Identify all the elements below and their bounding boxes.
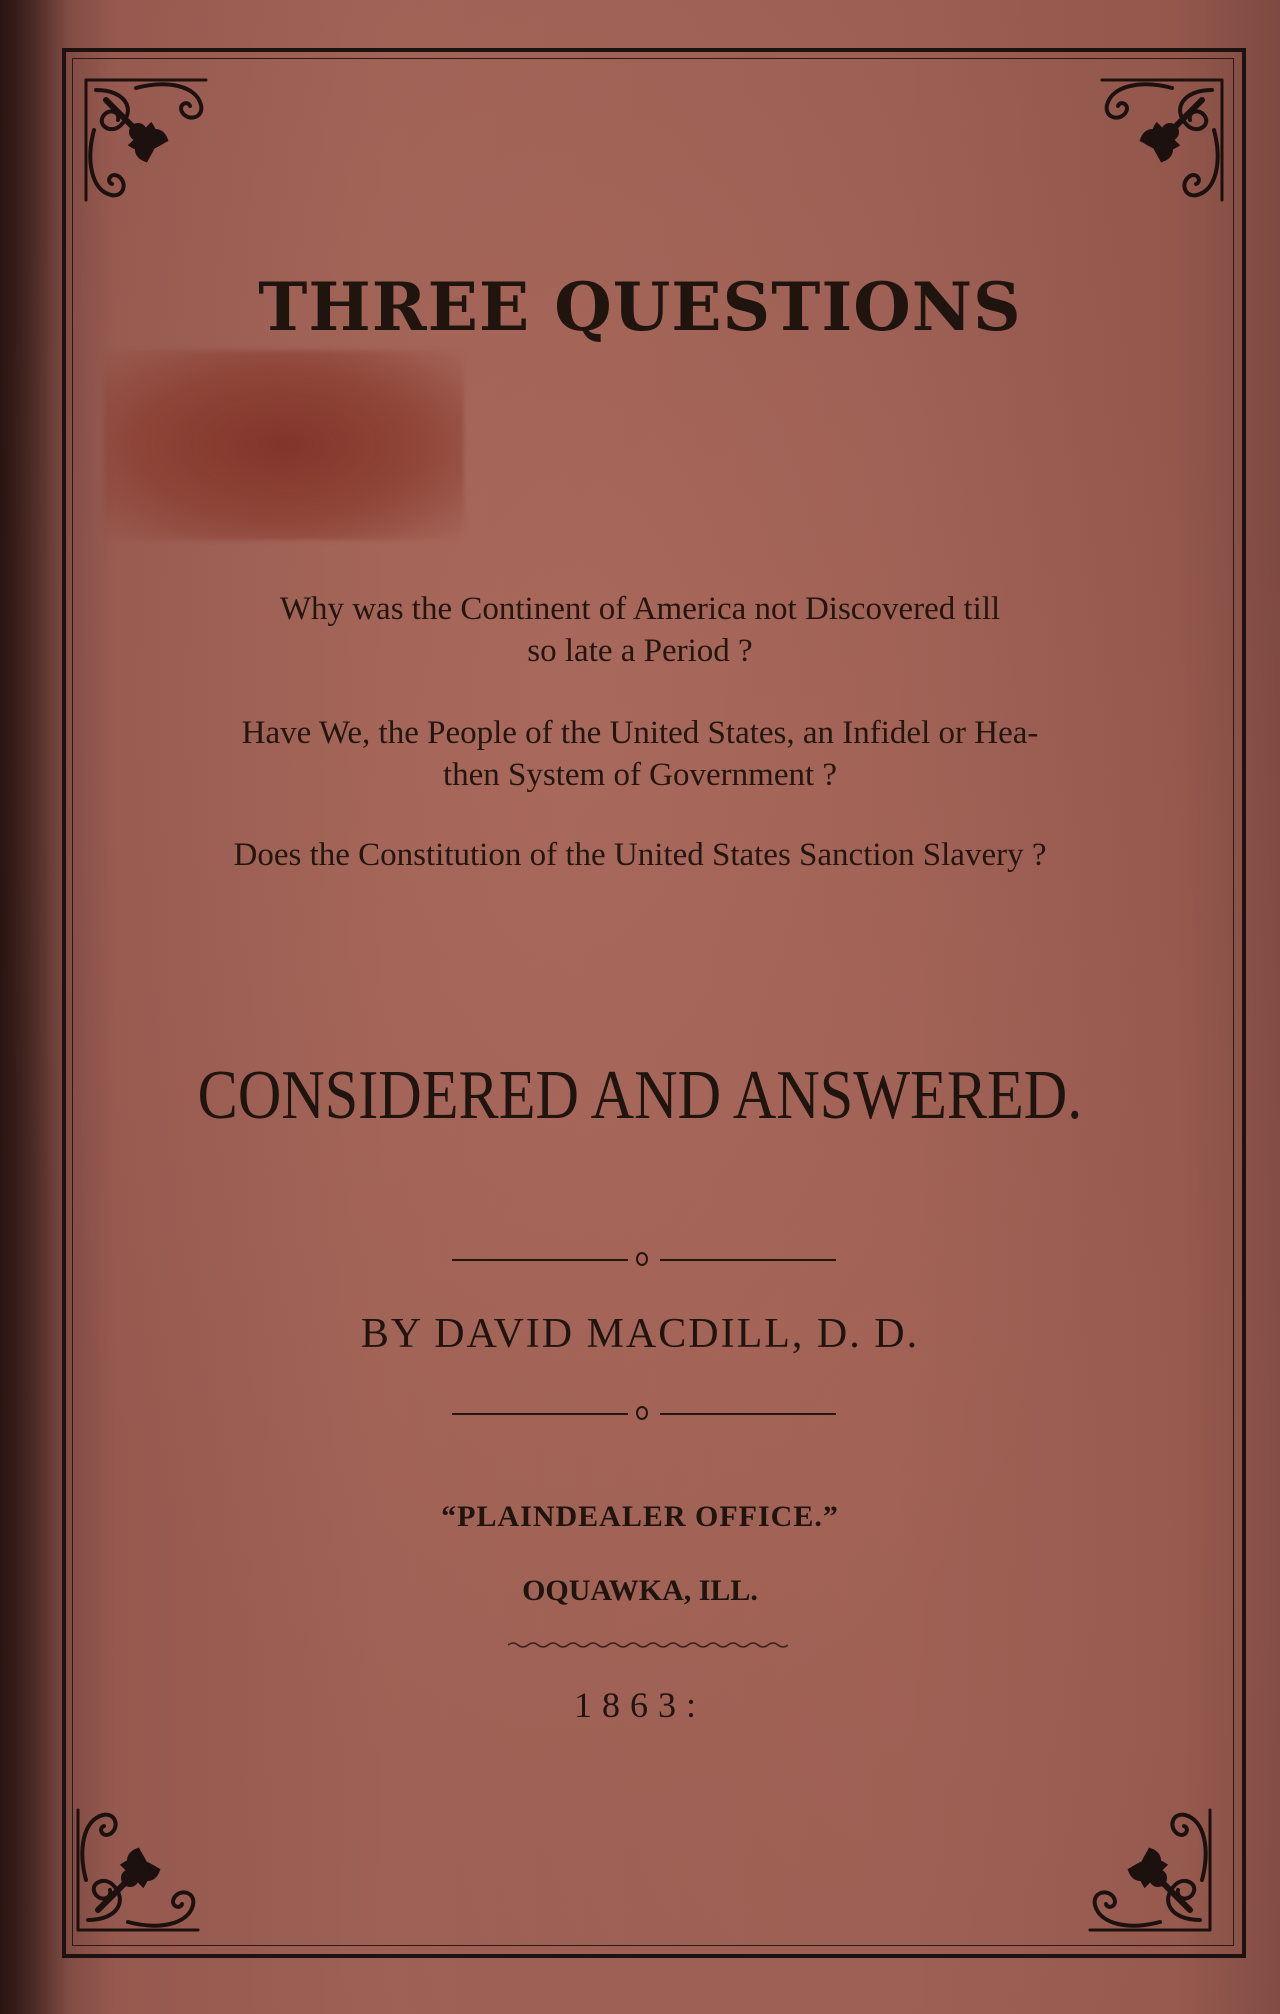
question-1-line-2: so late a Period ?: [527, 633, 753, 669]
wavy-rule: [508, 1640, 788, 1650]
publisher-office: “PLAINDEALER OFFICE.”: [441, 1500, 839, 1533]
question-2-line-2: then System of Government ?: [442, 757, 838, 793]
floral-corner-ornament-icon: [68, 1790, 218, 1940]
question-3: [0, 834, 1280, 876]
library-stamp: [104, 350, 464, 540]
page-title: THREE QUESTIONS: [258, 268, 1022, 346]
divider-rule-right: [660, 1259, 836, 1261]
divider-circle-icon: [636, 1406, 648, 1420]
publisher-place: OQUAWKA, ILL.: [522, 1574, 758, 1607]
floral-corner-ornament-icon: [1082, 70, 1232, 220]
subtitle: CONSIDERED AND ANSWERED.: [197, 1057, 1083, 1134]
author-line: BY DAVID MACDILL, D. D.: [360, 1311, 920, 1357]
divider-rule-left: [452, 1259, 628, 1261]
divider: [452, 1250, 836, 1270]
publication-year: 1863:: [573, 1685, 706, 1725]
divider-rule-left: [452, 1413, 628, 1415]
question-2-line-1: Have We, the People of the United States, an Infidel or Hea-: [241, 715, 1039, 751]
divider-rule-right: [660, 1413, 836, 1415]
divider-circle-icon: [636, 1252, 648, 1266]
divider: [452, 1404, 836, 1424]
question-2: [0, 712, 1280, 796]
floral-corner-ornament-icon: [1070, 1790, 1220, 1940]
question-3-line-1: Does the Constitution of the United States Sanction Slavery ?: [233, 837, 1047, 873]
question-1-line-1: Why was the Continent of America not Discovered till: [279, 591, 1001, 627]
floral-corner-ornament-icon: [76, 70, 226, 220]
question-1: [0, 588, 1280, 672]
